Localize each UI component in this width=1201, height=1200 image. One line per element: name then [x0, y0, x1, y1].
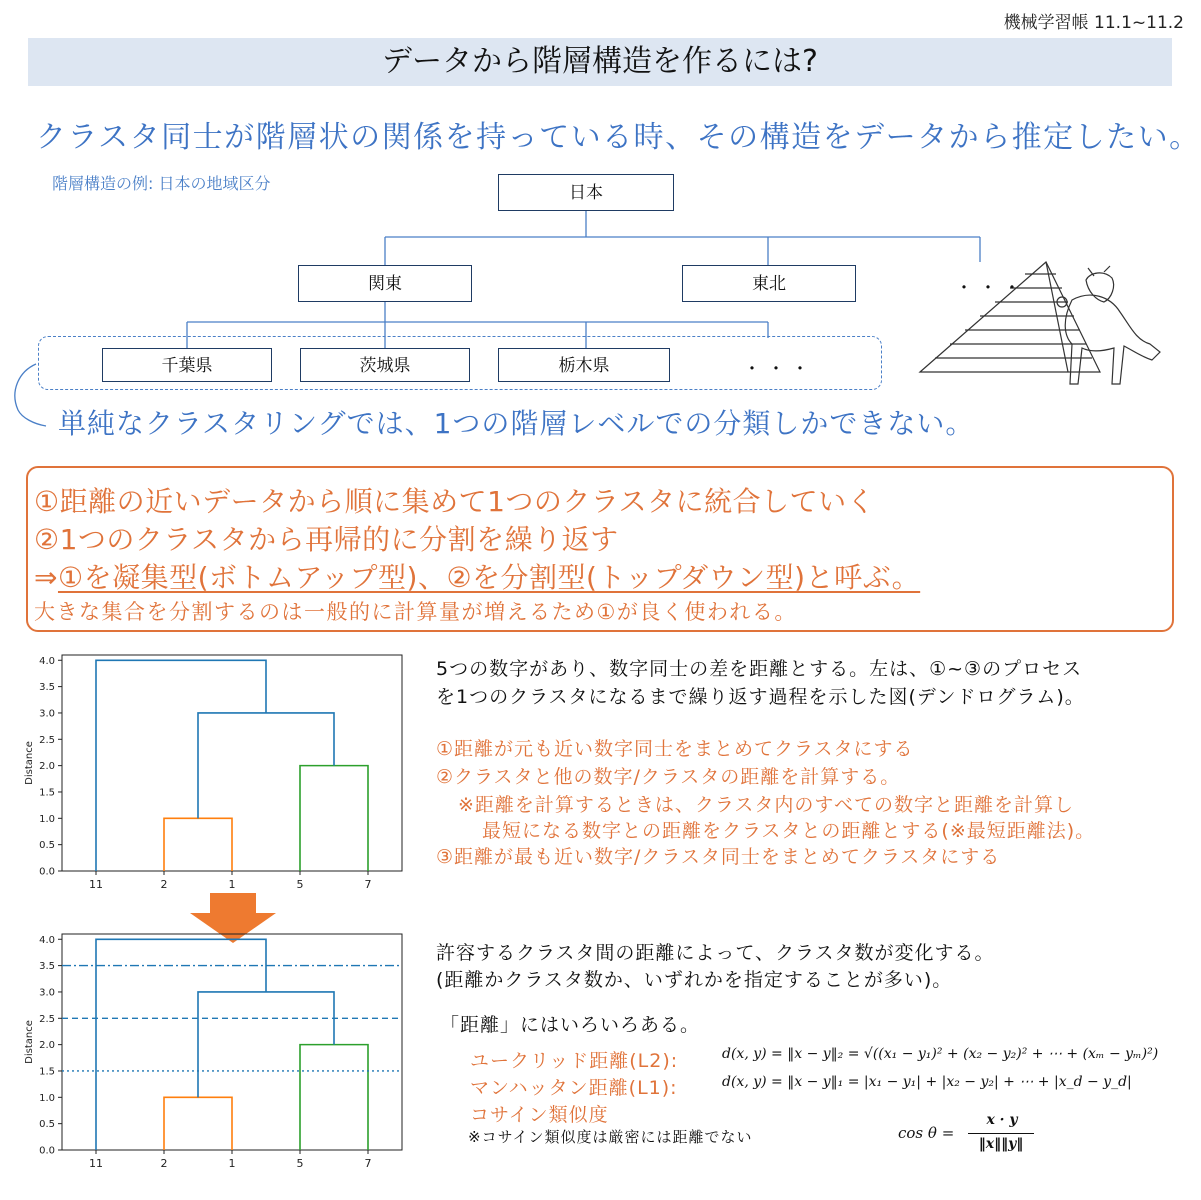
- y-tick-label: 1.5: [39, 1066, 55, 1078]
- leaf-label: 1: [228, 1157, 236, 1170]
- manhattan-formula: d(x, y) = ‖x − y‖₁ = |x₁ − y₁| + |x₂ − y₂| + ⋯ + |x_d − y_d|: [722, 1074, 1132, 1090]
- threshold-line-2: (距離かクラスタ数か、いずれかを指定することが多い)。: [436, 969, 953, 991]
- page-title: データから階層構造を作るには?: [382, 44, 818, 79]
- merge-link-root: [96, 939, 266, 1150]
- leaf-label: 7: [364, 1157, 372, 1170]
- ellipsis-level1: ・・・: [955, 278, 1027, 299]
- cosine-label: コサイン類似度: [470, 1104, 609, 1126]
- manhattan-label: マンハッタン距離(L1):: [470, 1077, 678, 1099]
- arrow-prefix: ⇒: [34, 561, 58, 594]
- y-tick-label: 2.5: [39, 734, 55, 746]
- leaf-label: 11: [89, 1157, 103, 1170]
- y-axis-label: Distance: [24, 741, 35, 785]
- process-line-2: を1つのクラスタになるまで繰り返す過程を示した図(デンドログラム)。: [436, 686, 1085, 708]
- leaf-label: 5: [296, 878, 304, 891]
- method-line-2: ②1つのクラスタから再帰的に分割を繰り返す: [34, 523, 619, 556]
- euclid-formula: d(x, y) = ‖x − y‖₂ = √((x₁ − y₁)² + (x₂ − y₂)² + ⋯ + (xₘ − yₘ)²): [722, 1046, 1159, 1062]
- y-tick-label: 0.0: [39, 866, 55, 878]
- y-tick-label: 3.0: [39, 708, 55, 720]
- y-tick-label: 1.0: [39, 1092, 55, 1104]
- y-tick-label: 2.5: [39, 1013, 55, 1025]
- process-step-3: ③距離が最も近い数字/クラスタ同士をまとめてクラスタにする: [436, 846, 1001, 868]
- leaf-label: 5: [296, 1157, 304, 1170]
- process-note-2: 最短になる数字との距離をクラスタとの距離とする(※最短距離法)。: [482, 820, 1096, 842]
- methods-box: [26, 466, 1174, 632]
- process-step-1: ①距離が元も近い数字同士をまとめてクラスタにする: [436, 738, 914, 760]
- y-tick-label: 2.0: [39, 1040, 55, 1052]
- y-tick-label: 3.5: [39, 961, 55, 973]
- y-tick-label: 0.5: [39, 1119, 55, 1131]
- cosine-formula-denominator: ‖x‖‖y‖: [978, 1136, 1024, 1152]
- simple-clustering-note: 単純なクラスタリングでは、1つの階層レベルでの分類しかできない。: [58, 407, 975, 440]
- cosine-formula-numerator: x · y: [986, 1112, 1018, 1128]
- process-note-1: ※距離を計算するときは、クラスタ内のすべての数字と距離を計算し: [458, 794, 1074, 816]
- merge-link-2-1: [164, 818, 232, 871]
- y-tick-label: 4.0: [39, 934, 55, 946]
- leaf-label: 11: [89, 878, 103, 891]
- dendrogram-1: [26, 648, 416, 896]
- y-tick-label: 0.5: [39, 840, 55, 852]
- merge-link-5-7: [300, 766, 368, 871]
- y-tick-label: 4.0: [39, 655, 55, 667]
- process-step-2: ②クラスタと他の数字/クラスタの距離を計算する。: [436, 766, 901, 788]
- node-chiba: 千葉県: [102, 348, 272, 382]
- example-label: 階層構造の例: 日本の地域区分: [52, 174, 271, 193]
- y-tick-label: 3.0: [39, 987, 55, 999]
- method-line-1: ①距離の近いデータから順に集めて1つのクラスタに統合していく: [34, 485, 876, 518]
- node-kanto: 関東: [298, 265, 472, 302]
- y-tick-label: 1.0: [39, 813, 55, 825]
- merge-link-root: [96, 660, 266, 871]
- intro-text: クラスタ同士が階層状の関係を持っている時、その構造をデータから推定したい。: [36, 120, 1201, 155]
- y-axis-label: Distance: [24, 1020, 35, 1064]
- y-tick-label: 3.5: [39, 682, 55, 694]
- method-line-3-main: ①を凝集型(ボトムアップ型)、②を分割型(トップダウン型)と呼ぶ。: [57, 561, 921, 594]
- hierarchy-connectors: [0, 0, 1200, 460]
- y-tick-label: 1.5: [39, 787, 55, 799]
- distance-intro: 「距離」にはいろいろある。: [440, 1014, 701, 1036]
- threshold-line-1: 許容するクラスタ間の距離によって、クラスタ数が変化する。: [436, 942, 995, 964]
- process-line-1: 5つの数字があり、数字同士の差を距離とする。左は、①~③のプロセス: [436, 658, 1083, 680]
- node-japan: 日本: [498, 174, 674, 211]
- cosine-note: ※コサイン類似度は厳密には距離でない: [468, 1128, 753, 1146]
- leaf-label: 2: [160, 1157, 168, 1170]
- node-ibaraki: 茨城県: [300, 348, 470, 382]
- node-tohoku: 東北: [682, 265, 856, 302]
- method-line-4: 大きな集合を分割するのは一般的に計算量が増えるため①が良く使われる。: [34, 600, 797, 624]
- leaf-label: 1: [228, 878, 236, 891]
- y-tick-label: 0.0: [39, 1145, 55, 1157]
- dendrogram-2: [26, 930, 416, 1175]
- leaf-label: 7: [364, 878, 372, 891]
- method-line-3: [34, 556, 920, 596]
- merge-link-5-7: [300, 1045, 368, 1150]
- y-tick-label: 2.0: [39, 761, 55, 773]
- leaf-label: 2: [160, 878, 168, 891]
- corner-label: 機械学習帳 11.1~11.2: [1003, 13, 1184, 33]
- cosine-formula-lhs: cos θ =: [898, 1124, 955, 1142]
- euclid-label: ユークリッド距離(L2):: [470, 1050, 679, 1072]
- node-tochigi: 栃木県: [498, 348, 670, 382]
- ellipsis-level2: ・・・: [743, 359, 815, 380]
- fraction-bar: [968, 1133, 1034, 1134]
- merge-link-2-1: [164, 1097, 232, 1150]
